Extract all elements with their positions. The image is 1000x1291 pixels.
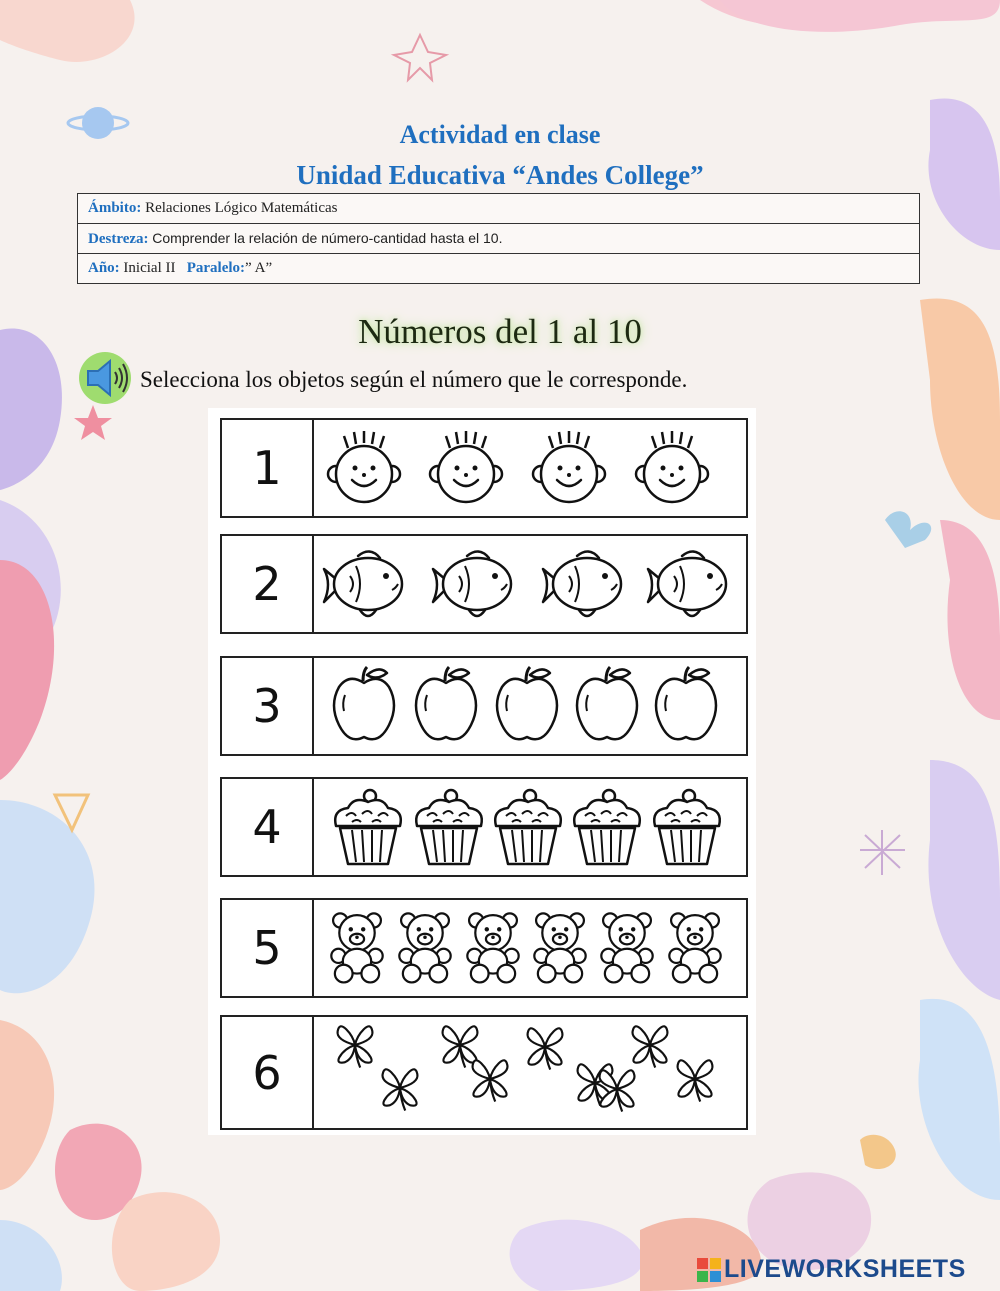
info-table	[77, 193, 920, 284]
number-row-1	[220, 418, 748, 518]
info-row-ambito	[78, 194, 920, 224]
number-row-3	[220, 656, 748, 756]
clover-icon[interactable]	[669, 1053, 721, 1105]
teddy-bear-icon[interactable]	[596, 905, 658, 989]
worksheet-panel	[208, 408, 756, 1135]
anio-label: Año:	[88, 260, 120, 276]
number-row-6	[220, 1015, 748, 1130]
objects-area	[314, 658, 746, 754]
fish-icon[interactable]	[539, 544, 629, 624]
teddy-bear-icon[interactable]	[326, 905, 388, 989]
cupcake-icon[interactable]	[328, 784, 408, 868]
info-row-destreza	[78, 224, 920, 254]
speaker-icon	[78, 351, 132, 405]
clover-icon[interactable]	[464, 1053, 516, 1105]
teddy-bear-icon[interactable]	[462, 905, 524, 989]
objects-area	[314, 1017, 746, 1128]
cupcake-icon[interactable]	[409, 784, 489, 868]
school-name-heading: Unidad Educativa “Andes College”	[296, 160, 704, 190]
apple-icon[interactable]	[492, 663, 562, 747]
objects-area	[314, 900, 746, 996]
activity-heading: Actividad en clase	[399, 120, 601, 149]
teddy-bear-icon[interactable]	[664, 905, 726, 989]
clover-icon[interactable]	[591, 1063, 643, 1115]
number-row-5	[220, 898, 748, 998]
cupcake-icon[interactable]	[488, 784, 568, 868]
audio-speaker-button[interactable]	[78, 351, 132, 405]
clover-icon[interactable]	[519, 1021, 571, 1073]
fish-icon[interactable]	[320, 544, 410, 624]
ambito-label: Ámbito:	[88, 200, 142, 216]
liveworksheets-logo-icon	[697, 1258, 721, 1282]
number-row-4	[220, 777, 748, 877]
number-label: 5	[222, 900, 314, 996]
apple-icon[interactable]	[329, 663, 399, 747]
cupcake-icon[interactable]	[567, 784, 647, 868]
objects-area	[314, 536, 746, 632]
ambito-value: Relaciones Lógico Matemáticas	[145, 200, 338, 216]
boy-face-icon[interactable]	[324, 428, 404, 508]
number-row-2	[220, 534, 748, 634]
anio-value: Inicial II	[123, 260, 176, 276]
boy-face-icon[interactable]	[529, 428, 609, 508]
teddy-bear-icon[interactable]	[529, 905, 591, 989]
fish-icon[interactable]	[429, 544, 519, 624]
paralelo-value: ” A”	[245, 260, 273, 276]
cupcake-icon[interactable]	[647, 784, 727, 868]
number-label: 2	[222, 536, 314, 632]
apple-icon[interactable]	[651, 663, 721, 747]
info-row-anio	[78, 254, 920, 284]
paralelo-label: Paralelo:	[186, 260, 246, 276]
instruction-text: Selecciona los objetos según el número que le corresponde.	[140, 367, 688, 392]
number-label: 6	[222, 1017, 314, 1128]
destreza-value: Comprender la relación de número-cantidad hasta el 10.	[152, 229, 503, 246]
fish-icon[interactable]	[644, 544, 734, 624]
number-label: 1	[222, 420, 314, 516]
apple-icon[interactable]	[572, 663, 642, 747]
brand-wordmark: LIVEWORKSHEETS	[724, 1255, 966, 1283]
objects-area	[314, 779, 746, 875]
boy-face-icon[interactable]	[426, 428, 506, 508]
objects-area	[314, 420, 746, 516]
apple-icon[interactable]	[411, 663, 481, 747]
destreza-label: Destreza:	[88, 230, 149, 247]
clover-icon[interactable]	[374, 1062, 426, 1114]
boy-face-icon[interactable]	[632, 428, 712, 508]
teddy-bear-icon[interactable]	[394, 905, 456, 989]
page-title: Números del 1 al 10	[358, 312, 642, 351]
number-label: 3	[222, 658, 314, 754]
number-label: 4	[222, 779, 314, 875]
